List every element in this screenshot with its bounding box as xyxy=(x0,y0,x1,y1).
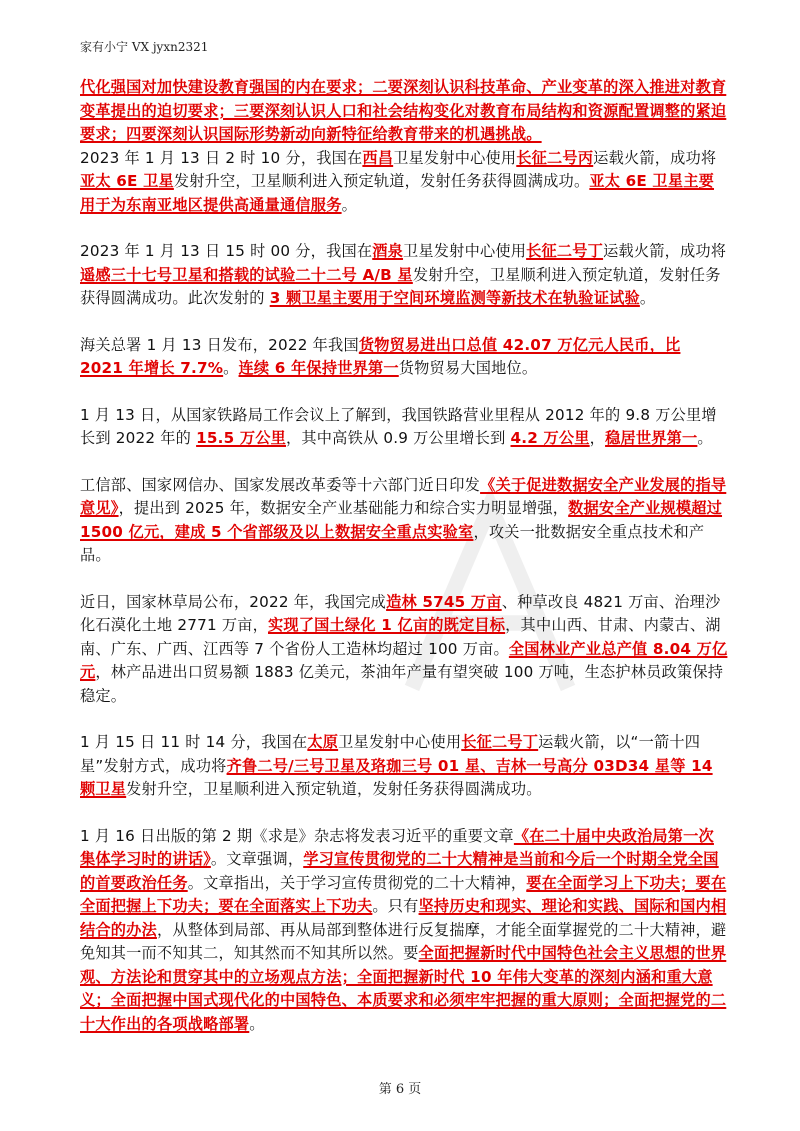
body-text: ，其中高铁从 0.9 万公里增长到 xyxy=(286,429,511,447)
body-text: 、种草改良 4821 万亩、治理沙化石漠化土地 2771 万亩， xyxy=(80,592,721,634)
body-text: 卫星发射中心使用 xyxy=(403,242,527,260)
paragraph-jiuquan-launch xyxy=(80,240,728,311)
body-text: 运载火箭，成功将 xyxy=(603,242,727,260)
body-text: 。 xyxy=(639,289,656,307)
paragraph-trade xyxy=(80,334,728,381)
highlight-text: 实现了国土绿化 1 亿亩的既定目标 xyxy=(268,616,506,634)
body-text: 。 xyxy=(697,429,713,447)
highlight-text: 长征二号丁 xyxy=(461,733,539,751)
highlight-text: 稳居世界第一 xyxy=(605,429,698,447)
highlight-text: 遥感三十七号卫星和搭载的试验二十二号 A/B 星 xyxy=(80,265,413,284)
body-text: 2023 年 1 月 13 日 15 时 00 分，我国在 xyxy=(80,242,373,260)
highlight-text: 连续 6 年保持世界第一 xyxy=(238,359,399,377)
highlight-text: 亚太 6E 卫星主要用于为东南亚地区提供高通量通信服务 xyxy=(80,172,714,214)
paragraph-data-security xyxy=(80,474,728,568)
highlight-text: 货物贸易进出口总值 42.07 万亿元人民币，比 2021 年增长 7.7% xyxy=(80,335,681,377)
highlight-text: 造林 5745 万亩 xyxy=(386,592,502,611)
body-text: 。 xyxy=(249,1014,265,1033)
highlight-text: 全国林业产业总产值 8.04 万亿元 xyxy=(80,639,728,681)
highlight-text: 4.2 万公里 xyxy=(510,429,590,447)
page-number: 第 6 页 xyxy=(378,1082,422,1097)
highlight-text: 代化强国对加快建设教育强国的内在要求；二要深刻认识科技革命、产业变革的深入推进对教育变革提出的迫切要求；三要深刻认识人口和社会结构变化对教育布局结构和资源配置调整的紧迫要求；四要深刻认识国际形势新动向新特征给教育带来的机遇挑战。 xyxy=(80,78,727,143)
highlight-text: 亚太 6E 卫星 xyxy=(80,172,174,190)
highlight-text: 长征二号丁 xyxy=(526,242,604,260)
body-text: 1 月 15 日 11 时 14 分，我国在 xyxy=(80,733,308,751)
highlight-text: 太原 xyxy=(307,733,339,751)
highlight-text: 《在二十届中央政治局第一次集体学习时的讲话》 xyxy=(80,826,714,868)
body-text: 发射升空，卫星顺利进入预定轨道，发射任务获得圆满成功。 xyxy=(173,172,590,190)
highlight-text: 齐鲁二号/三号卫星及珞珈三号 01 星、吉林一号高分 03D34 星等 14 颗卫星 xyxy=(80,756,713,798)
body-text: 发射升空，卫星顺利进入预定轨道，发射任务获得圆满成功。此次发射的 xyxy=(80,265,721,307)
body-text: 卫星发射中心使用 xyxy=(393,148,517,167)
body-text: 1 月 13 日，从国家铁路局工作会议上了解到，我国铁路营业里程从 2012 年的 9.8 万公里增长到 2022 年的 xyxy=(80,405,717,447)
paragraph-railway xyxy=(80,404,728,451)
highlight-text: 15.5 万公里 xyxy=(196,429,287,447)
body-text: ，攻关一批数据安全重点技术和产品。 xyxy=(80,522,705,564)
paragraph-education xyxy=(80,76,728,147)
paragraph-taiyuan-launch xyxy=(80,731,728,802)
body-text: 。只有 xyxy=(372,897,419,915)
body-text: 。文章指出，关于学习宣传贯彻党的二十大精神， xyxy=(187,873,527,892)
page-header: 家有小宁 VX jyxn2321 xyxy=(80,40,209,54)
body-text: ，提出到 2025 年，数据安全产业基础能力和综合实力明显增强， xyxy=(118,499,569,517)
document-body xyxy=(80,76,728,1059)
highlight-text: 要在全面学习上下功夫；要在全面把握上下功夫；要在全面落实上下功夫 xyxy=(80,873,727,915)
highlight-text: 酒泉 xyxy=(372,242,404,260)
highlight-text: 数据安全产业规模超过 1500 亿元，建成 5 个省部级及以上数据安全重点实验室 xyxy=(80,499,723,541)
body-text: 工信部、国家网信办、国家发展改革委等十六部门近日印发 xyxy=(80,475,481,494)
body-text: 。文章强调， xyxy=(210,850,304,868)
body-text: 海关总署 1 月 13 日发布，2022 年我国 xyxy=(80,335,359,354)
highlight-text: 3 颗卫星主要用于空间环境监测等新技术在轨验证试验 xyxy=(269,289,640,307)
body-text: 货物贸易大国地位。 xyxy=(398,359,538,377)
body-text: 卫星发射中心使用 xyxy=(338,733,462,751)
body-text: 近日，国家林草局公布，2022 年，我国完成 xyxy=(80,592,387,611)
body-text: 2023 年 1 月 13 日 2 时 10 分，我国在 xyxy=(80,148,363,167)
highlight-text: 《关于促进数据安全产业发展的指导意见》 xyxy=(80,475,727,517)
body-text: 发射升空，卫星顺利进入预定轨道，发射任务获得圆满成功。 xyxy=(126,780,542,798)
body-text: ， xyxy=(589,429,606,447)
body-text: 1 月 16 日出版的第 2 期《求是》杂志将发表习近平的重要文章 xyxy=(80,826,514,845)
body-text: 运载火箭，以“一箭十四星”发射方式，成功将 xyxy=(80,733,701,775)
body-text: ，从整体到局部、再从局部到整体进行反复揣摩，才能全面掌握党的二十大精神，避免知其一而不知其二，知其然而不知其所以然。要 xyxy=(80,920,727,962)
body-text: 。 xyxy=(223,359,239,377)
highlight-text: 学习宣传贯彻党的二十大精神是当前和今后一个时期全党全国的首要政治任务 xyxy=(80,850,719,892)
body-text: 运载火箭，成功将 xyxy=(593,148,717,167)
highlight-text: 坚持历史和现实、理论和实践、国际和国内相结合的办法 xyxy=(80,897,727,939)
paragraph-xichang-launch xyxy=(80,147,728,218)
highlight-text: 长征二号丙 xyxy=(516,148,594,167)
paragraph-forestry xyxy=(80,591,728,709)
highlight-text: 全面把握新时代中国特色社会主义思想的世界观、方法论和贯穿其中的立场观点方法；全面把握新时代 10 年伟大变革的深刻内涵和重大意义；全面把握中国式现代化的中国特色、本质要求和必须牢牢把握的重大原则；全面把握党的二十大作出的各项战略部署 xyxy=(80,944,727,1033)
highlight-text: 西昌 xyxy=(362,148,394,167)
body-text: ，其中山西、甘肃、内蒙古、湖南、广东、广西、江西等 7 个省份人工造林均超过 100 万亩。 xyxy=(80,616,721,658)
paragraph-qiushi-article xyxy=(80,825,728,1037)
body-text: ，林产品进出口贸易额 1883 亿美元，茶油年产量有望突破 100 万吨，生态护林员政策保持稳定。 xyxy=(80,663,724,705)
body-text: 。 xyxy=(341,195,357,214)
